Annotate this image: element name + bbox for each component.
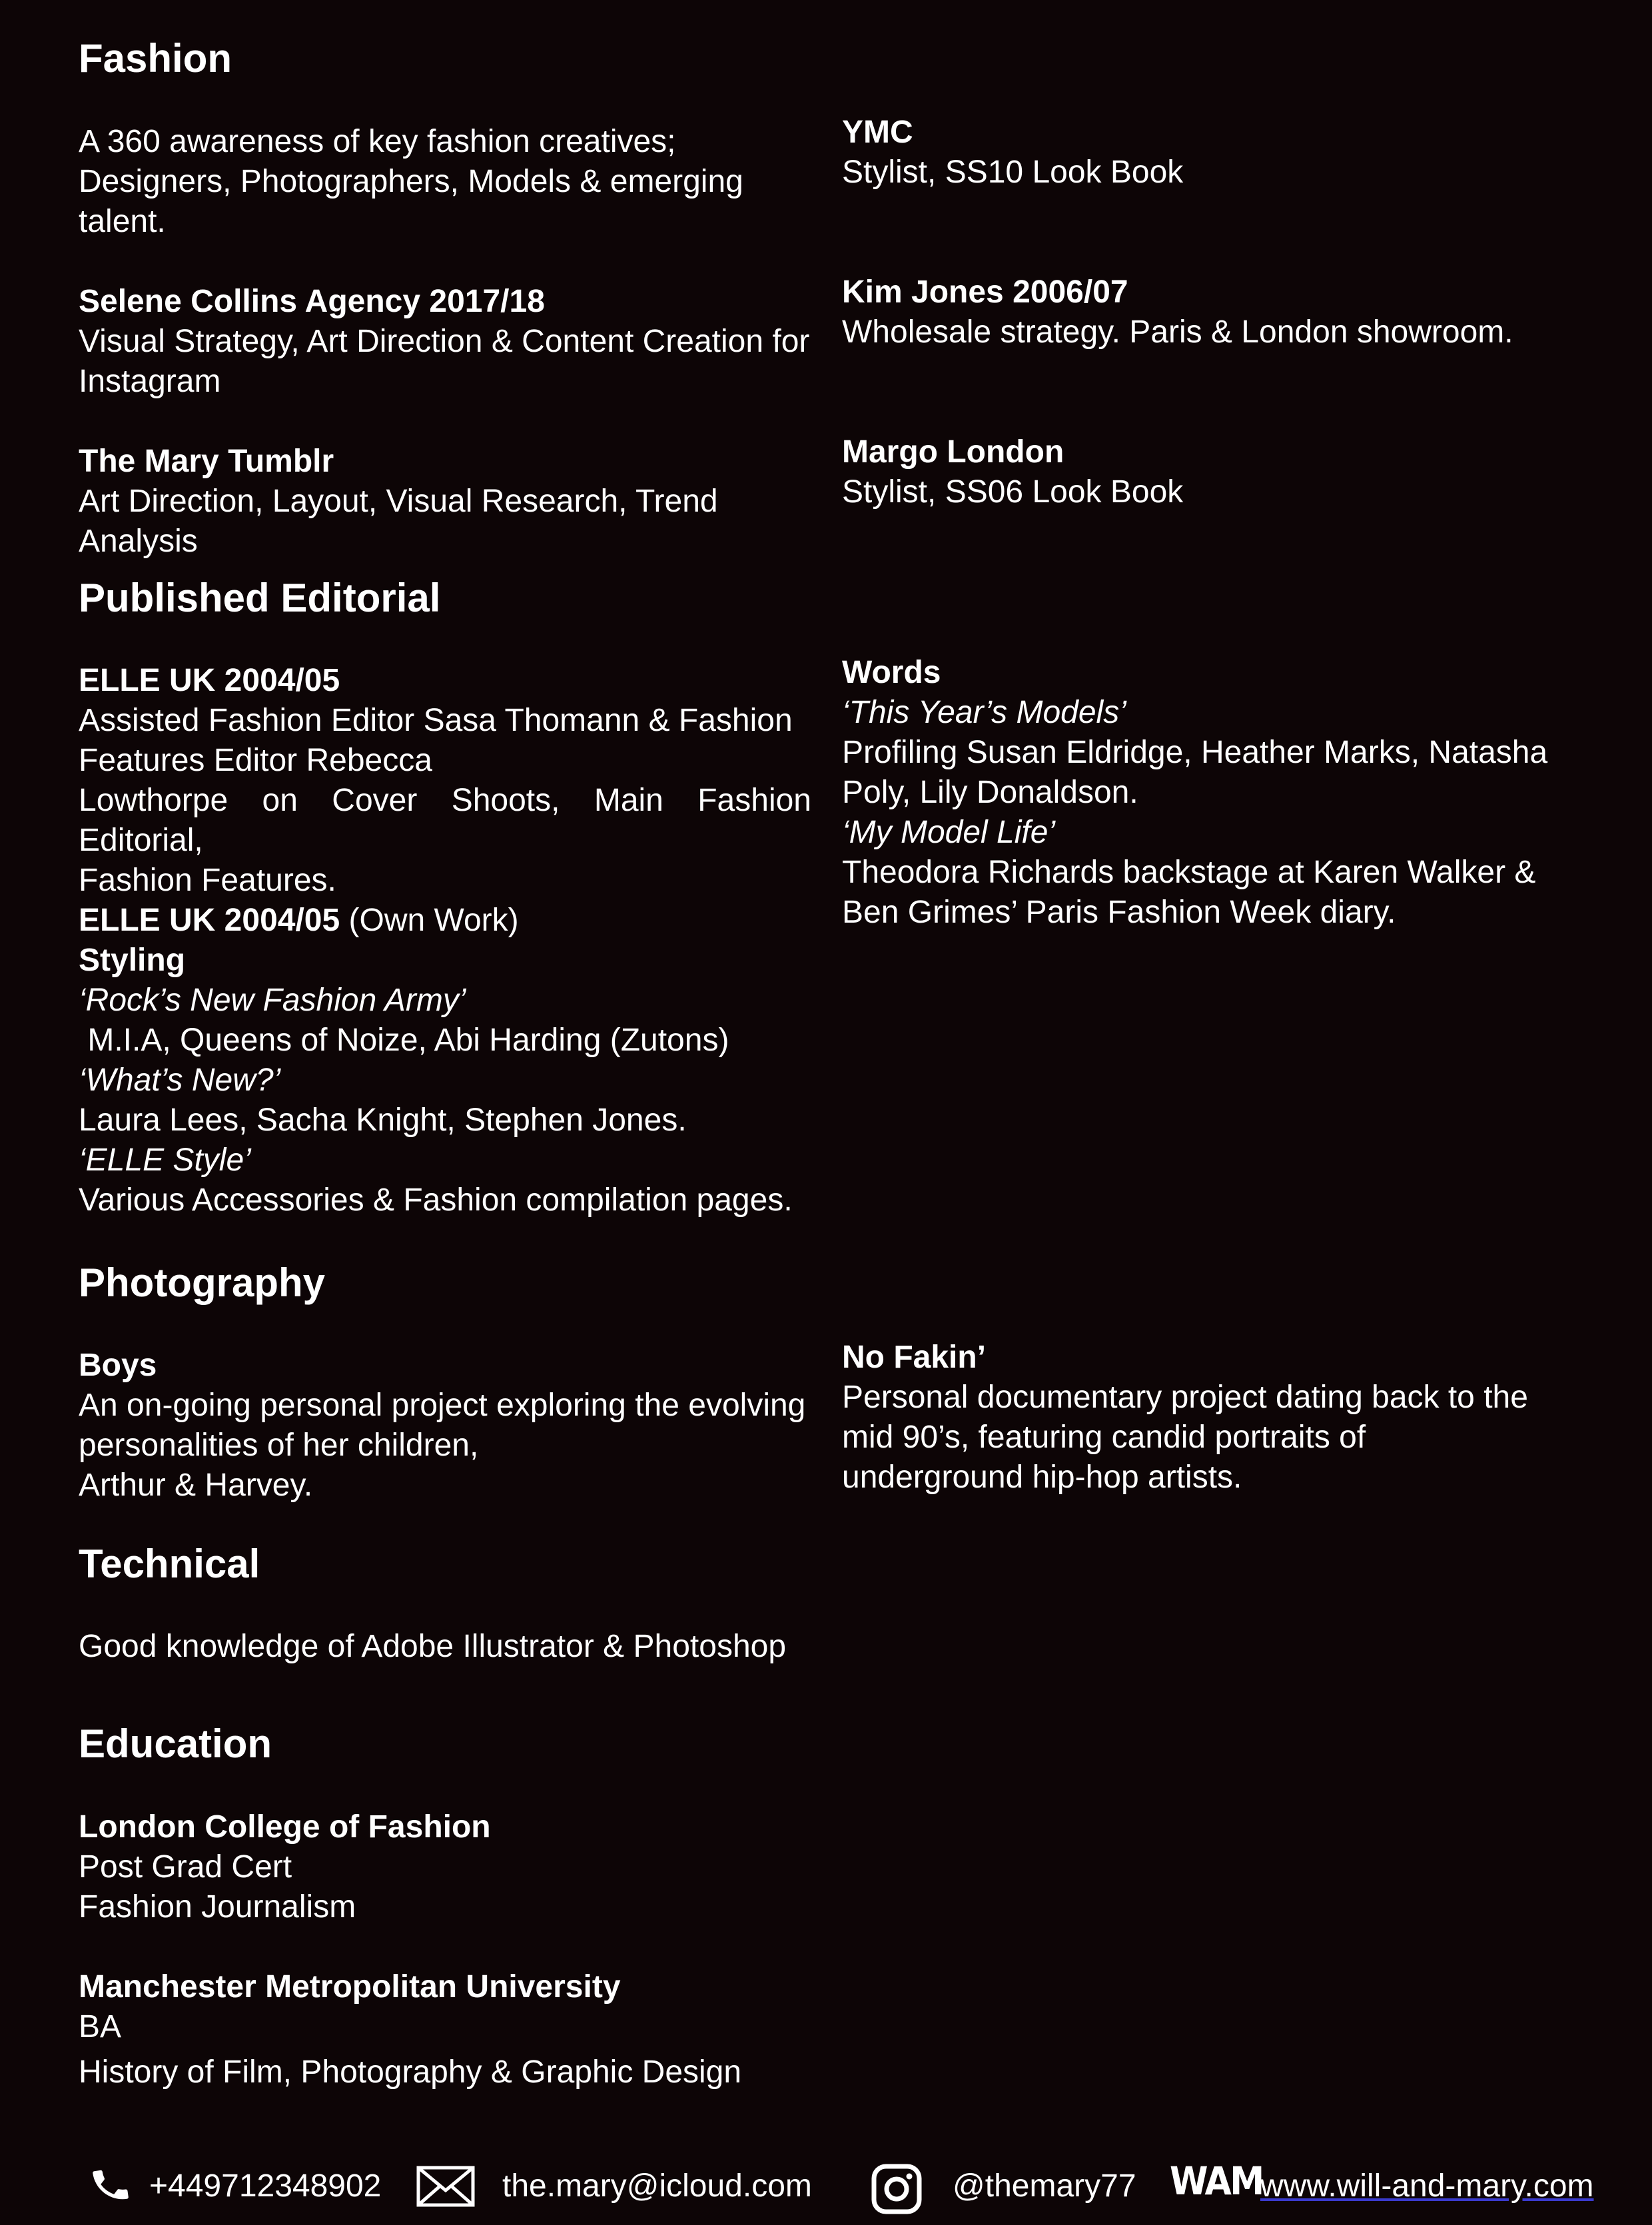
feature-text: Various Accessories & Fashion compilation pages. <box>79 1182 793 1218</box>
wam-logo-text: WAM <box>1170 2158 1263 2204</box>
entry-line: Stylist, SS06 Look Book <box>842 474 1184 510</box>
entry-line: personalities of her children, <box>79 1428 479 1463</box>
entry-line: Visual Strategy, Art Direction & Content Creation for <box>79 324 810 359</box>
contact-footer <box>0 2152 1652 2225</box>
entry-title-row <box>79 901 811 941</box>
feature-title: ‘This Year’s Models’ <box>842 695 1126 730</box>
feature-text: Profiling Susan Eldridge, Heather Marks, Natasha <box>842 735 1548 770</box>
entry-elle-own-work <box>79 901 811 1220</box>
entry-words <box>842 653 1575 933</box>
email-address: the.mary@icloud.com <box>502 2168 812 2204</box>
entry-line: Wholesale strategy. Paris & London showroom. <box>842 314 1513 350</box>
phone-number: +449712348902 <box>149 2168 382 2204</box>
feature-text: M.I.A, Queens of Noize, Abi Harding (Zutons) <box>79 1023 729 1058</box>
contact-instagram[interactable] <box>870 2152 1170 2225</box>
section-title-technical: Technical <box>79 1542 260 1586</box>
entry-line: Good knowledge of Adobe Illustrator & Photoshop <box>79 1629 787 1664</box>
entry-boys <box>79 1346 811 1506</box>
entry-title: No Fakin’ <box>842 1340 987 1375</box>
entry-title: Boys <box>79 1348 157 1383</box>
entry-kim-jones <box>842 272 1575 352</box>
entry-line: mid 90’s, featuring candid portraits of <box>842 1420 1366 1455</box>
entry-title: ELLE UK 2004/05 <box>79 663 340 698</box>
entry-london-college-of-fashion <box>79 1807 811 1927</box>
fashion-intro-line: Designers, Photographers, Models & emerging <box>79 164 743 199</box>
entry-line: Lowthorpe on Cover Shoots, Main Fashion Editorial, <box>79 783 811 858</box>
section-title-education: Education <box>79 1721 272 1766</box>
instagram-handle: @themary77 <box>953 2168 1136 2204</box>
entry-title: Manchester Metropolitan University <box>79 1969 621 2004</box>
entry-title: Kim Jones 2006/07 <box>842 274 1128 310</box>
entry-no-fakin <box>842 1338 1575 1498</box>
entry-line: Art Direction, Layout, Visual Research, Trend Analysis <box>79 484 718 559</box>
feature-title: ‘My Model Life’ <box>842 815 1056 850</box>
entry-line: Stylist, SS10 Look Book <box>842 155 1184 190</box>
entry-ymc <box>842 113 1575 193</box>
entry-title: YMC <box>842 115 913 150</box>
entry-subtitle: Styling <box>79 943 186 978</box>
entry-line: Fashion Journalism <box>79 1889 356 1925</box>
phone-icon <box>89 2164 132 2206</box>
feature-title: ‘What’s New?’ <box>79 1063 281 1098</box>
entry-line: An on-going personal project exploring the evolving <box>79 1388 806 1423</box>
entry-manchester-met <box>79 1967 811 2092</box>
entry-line: Personal documentary project dating back to the <box>842 1380 1528 1415</box>
fashion-intro <box>79 122 811 242</box>
section-title-editorial: Published Editorial <box>79 576 441 620</box>
technical-skills <box>79 1627 811 1667</box>
contact-phone[interactable] <box>85 2152 398 2225</box>
feature-title: ‘ELLE Style’ <box>79 1142 251 1178</box>
entry-line: underground hip-hop artists. <box>842 1460 1242 1495</box>
contact-email[interactable] <box>416 2152 829 2225</box>
fashion-intro-line: A 360 awareness of key fashion creatives; <box>79 124 676 159</box>
section-title-fashion: Fashion <box>79 36 232 81</box>
entry-line: Fashion Features. <box>79 863 336 898</box>
entry-title: Words <box>842 655 941 690</box>
entry-line: History of Film, Photography & Graphic Design <box>79 2054 742 2090</box>
entry-line: Instagram <box>79 364 221 399</box>
entry-title: The Mary Tumblr <box>79 444 334 479</box>
wam-logo <box>1167 2152 1263 2225</box>
instagram-icon <box>870 2162 923 2216</box>
entry-line: Assisted Fashion Editor Sasa Thomann & Fashion <box>79 703 793 738</box>
entry-title: London College of Fashion <box>79 1809 491 1845</box>
feature-text: Poly, Lily Donaldson. <box>842 775 1138 810</box>
fashion-intro-line: talent. <box>79 204 166 239</box>
section-title-photography: Photography <box>79 1260 325 1305</box>
entry-line: Arthur & Harvey. <box>79 1468 313 1503</box>
entry-title: Selene Collins Agency 2017/18 <box>79 284 545 319</box>
envelope-icon <box>416 2165 476 2208</box>
entry-title: ELLE UK 2004/05 <box>79 903 340 938</box>
entry-mary-tumblr <box>79 442 811 562</box>
feature-text: Ben Grimes’ Paris Fashion Week diary. <box>842 895 1396 930</box>
contact-website[interactable] <box>1260 2152 1594 2225</box>
entry-margo-london <box>842 432 1575 512</box>
entry-selene-collins <box>79 282 811 402</box>
entry-elle-assisted <box>79 661 811 901</box>
entry-line: Features Editor Rebecca <box>79 743 432 778</box>
feature-text: Theodora Richards backstage at Karen Walker & <box>842 855 1536 890</box>
website-link[interactable]: www.will-and-mary.com <box>1260 2168 1594 2204</box>
feature-title: ‘Rock’s New Fashion Army’ <box>79 983 466 1018</box>
entry-line: Post Grad Cert <box>79 1849 292 1885</box>
entry-title-suffix: (Own Work) <box>340 903 519 938</box>
entry-title: Margo London <box>842 434 1064 470</box>
feature-text: Laura Lees, Sacha Knight, Stephen Jones. <box>79 1103 687 1138</box>
entry-line: BA <box>79 2009 122 2044</box>
